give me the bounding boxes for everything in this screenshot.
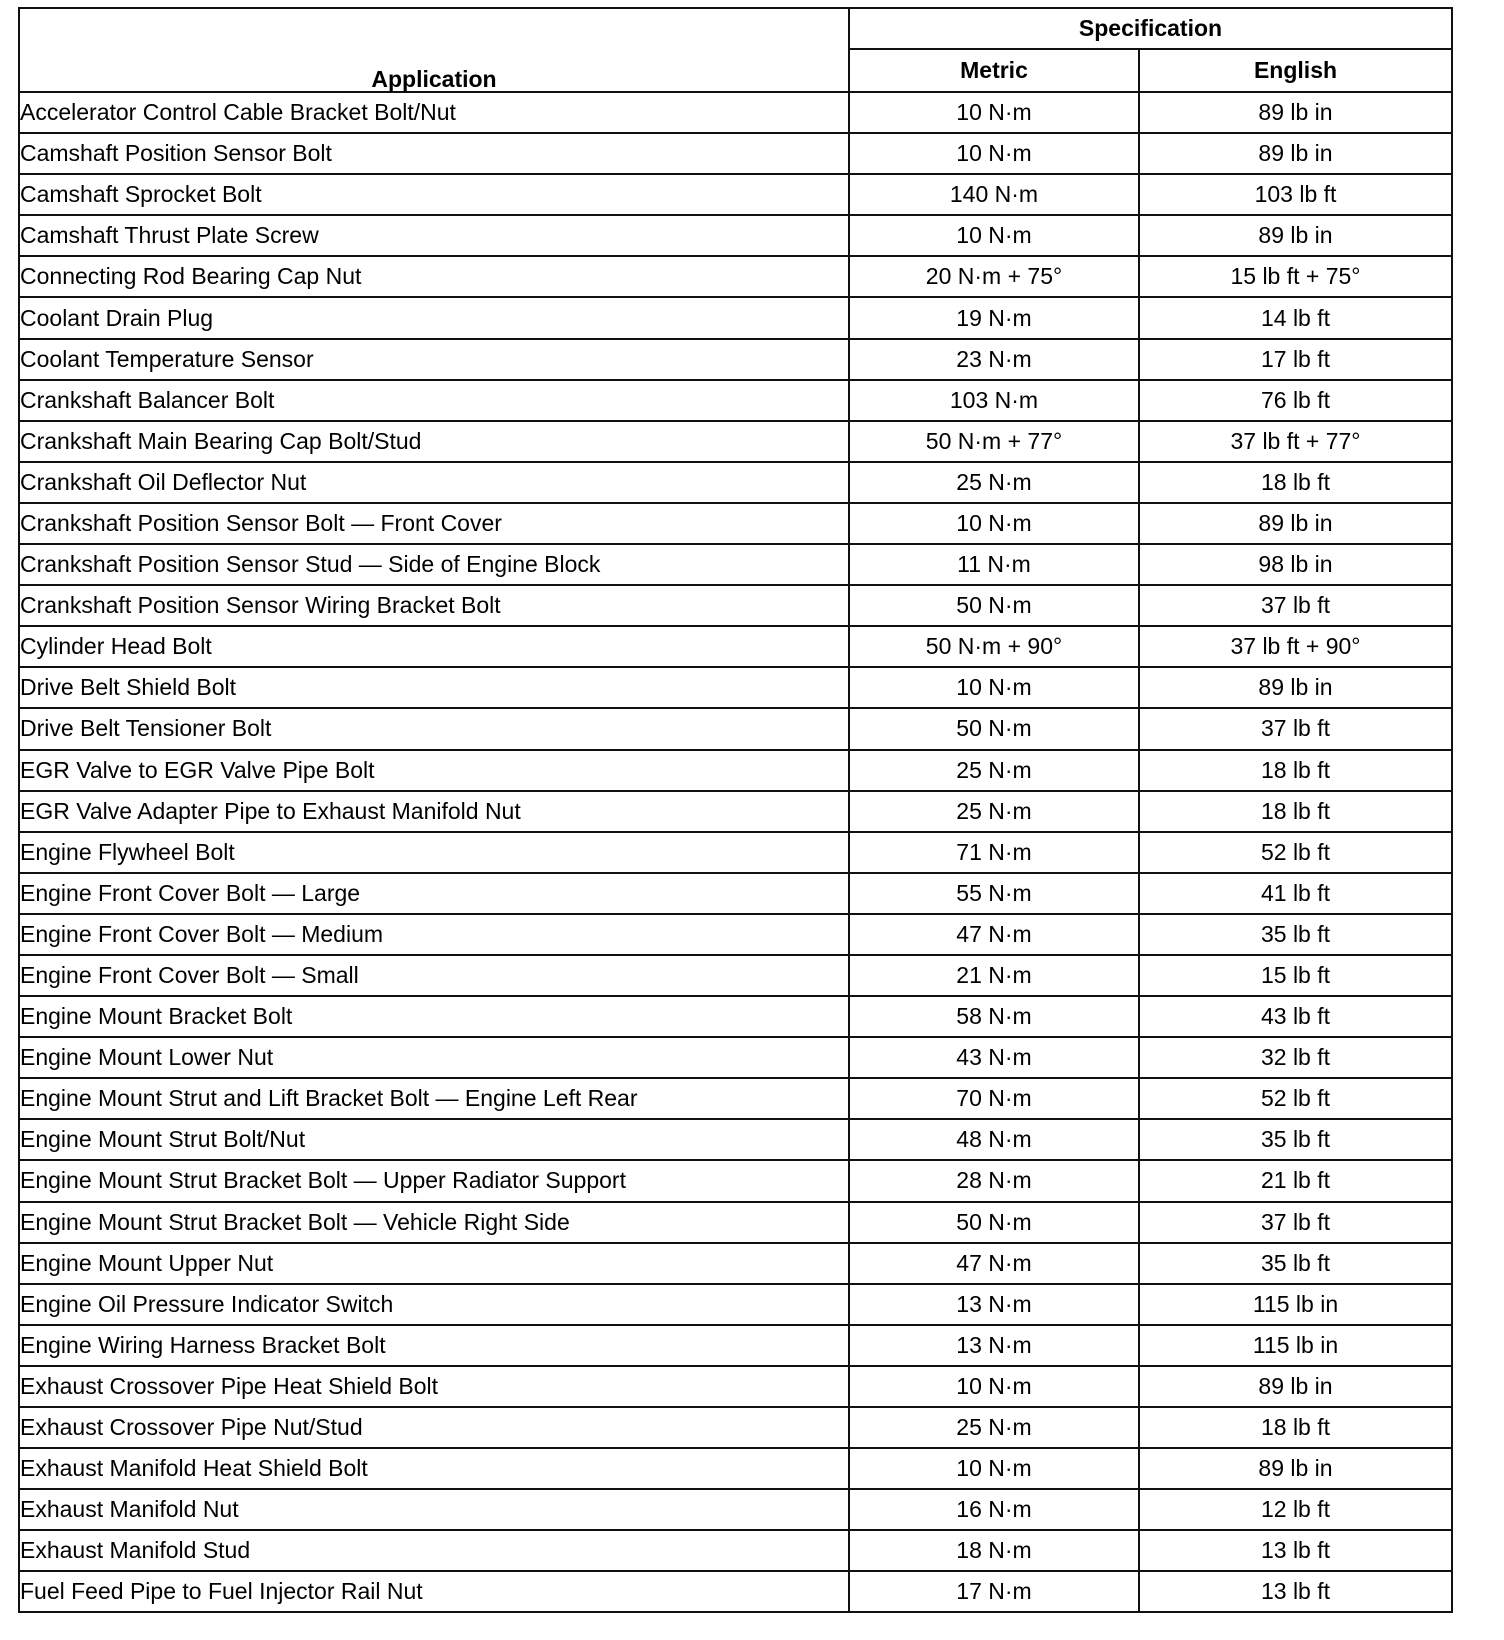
table-row (19, 1119, 1452, 1160)
metric-value-cell: 13 N·m (849, 1284, 1139, 1325)
table-row (19, 585, 1452, 626)
table-row (19, 1037, 1452, 1078)
table-row (19, 1078, 1452, 1119)
metric-value-cell: 13 N·m (849, 1325, 1139, 1366)
metric-value-cell: 21 N·m (849, 955, 1139, 996)
table-row (19, 1202, 1452, 1243)
specification-header: Specification (849, 8, 1452, 49)
table-body (19, 92, 1452, 1612)
metric-value-cell: 20 N·m + 75° (849, 256, 1139, 297)
metric-value-cell: 10 N·m (849, 503, 1139, 544)
english-value-cell: 89 lb in (1139, 1448, 1452, 1489)
torque-spec-table (18, 7, 1453, 1613)
application-cell: Crankshaft Position Sensor Bolt — Front Cover (19, 503, 849, 544)
application-header: Application (19, 8, 849, 92)
table-row (19, 133, 1452, 174)
table-row (19, 873, 1452, 914)
application-cell: Engine Flywheel Bolt (19, 832, 849, 873)
application-cell: Exhaust Manifold Stud (19, 1530, 849, 1571)
table-row (19, 1284, 1452, 1325)
table-row (19, 955, 1452, 996)
english-value-cell: 89 lb in (1139, 667, 1452, 708)
application-cell: Engine Front Cover Bolt — Small (19, 955, 849, 996)
application-cell: Exhaust Crossover Pipe Heat Shield Bolt (19, 1366, 849, 1407)
table-row (19, 297, 1452, 338)
metric-value-cell: 11 N·m (849, 544, 1139, 585)
english-value-cell: 18 lb ft (1139, 462, 1452, 503)
english-value-cell: 103 lb ft (1139, 174, 1452, 215)
application-cell: Drive Belt Shield Bolt (19, 667, 849, 708)
english-header: English (1139, 49, 1452, 92)
metric-value-cell: 47 N·m (849, 1243, 1139, 1284)
table-row (19, 421, 1452, 462)
table-row (19, 215, 1452, 256)
application-cell: Coolant Temperature Sensor (19, 339, 849, 380)
metric-value-cell: 25 N·m (849, 462, 1139, 503)
english-value-cell: 89 lb in (1139, 92, 1452, 133)
table-row (19, 996, 1452, 1037)
english-value-cell: 115 lb in (1139, 1284, 1452, 1325)
english-value-cell: 14 lb ft (1139, 297, 1452, 338)
application-cell: EGR Valve Adapter Pipe to Exhaust Manifold Nut (19, 791, 849, 832)
english-value-cell: 12 lb ft (1139, 1489, 1452, 1530)
table-header (19, 8, 1452, 92)
table-row (19, 339, 1452, 380)
english-value-cell: 15 lb ft + 75° (1139, 256, 1452, 297)
application-cell: Engine Front Cover Bolt — Medium (19, 914, 849, 955)
metric-value-cell: 25 N·m (849, 791, 1139, 832)
metric-value-cell: 43 N·m (849, 1037, 1139, 1078)
table-row (19, 1489, 1452, 1530)
application-cell: Crankshaft Position Sensor Stud — Side of Engine Block (19, 544, 849, 585)
table-row (19, 791, 1452, 832)
application-cell: Crankshaft Main Bearing Cap Bolt/Stud (19, 421, 849, 462)
metric-value-cell: 16 N·m (849, 1489, 1139, 1530)
metric-value-cell: 17 N·m (849, 1571, 1139, 1612)
application-cell: EGR Valve to EGR Valve Pipe Bolt (19, 750, 849, 791)
metric-value-cell: 50 N·m (849, 585, 1139, 626)
application-cell: Fuel Feed Pipe to Fuel Injector Rail Nut (19, 1571, 849, 1612)
english-value-cell: 98 lb in (1139, 544, 1452, 585)
metric-value-cell: 10 N·m (849, 92, 1139, 133)
table-row (19, 667, 1452, 708)
metric-value-cell: 10 N·m (849, 215, 1139, 256)
application-cell: Accelerator Control Cable Bracket Bolt/Nut (19, 92, 849, 133)
table-row (19, 503, 1452, 544)
application-cell: Engine Wiring Harness Bracket Bolt (19, 1325, 849, 1366)
metric-value-cell: 19 N·m (849, 297, 1139, 338)
table-row (19, 1530, 1452, 1571)
metric-header: Metric (849, 49, 1139, 92)
application-cell: Engine Mount Upper Nut (19, 1243, 849, 1284)
english-value-cell: 89 lb in (1139, 1366, 1452, 1407)
english-value-cell: 15 lb ft (1139, 955, 1452, 996)
table-row (19, 380, 1452, 421)
application-cell: Camshaft Position Sensor Bolt (19, 133, 849, 174)
table-row (19, 708, 1452, 749)
english-value-cell: 37 lb ft + 90° (1139, 626, 1452, 667)
english-value-cell: 37 lb ft + 77° (1139, 421, 1452, 462)
english-value-cell: 32 lb ft (1139, 1037, 1452, 1078)
metric-value-cell: 58 N·m (849, 996, 1139, 1037)
english-value-cell: 43 lb ft (1139, 996, 1452, 1037)
metric-value-cell: 103 N·m (849, 380, 1139, 421)
table-row (19, 1571, 1452, 1612)
metric-value-cell: 50 N·m + 77° (849, 421, 1139, 462)
application-cell: Engine Oil Pressure Indicator Switch (19, 1284, 849, 1325)
application-cell: Crankshaft Position Sensor Wiring Bracket Bolt (19, 585, 849, 626)
application-cell: Engine Front Cover Bolt — Large (19, 873, 849, 914)
table-row (19, 174, 1452, 215)
application-cell: Engine Mount Strut Bracket Bolt — Vehicle Right Side (19, 1202, 849, 1243)
metric-value-cell: 71 N·m (849, 832, 1139, 873)
application-cell: Engine Mount Strut Bolt/Nut (19, 1119, 849, 1160)
metric-value-cell: 25 N·m (849, 1407, 1139, 1448)
english-value-cell: 89 lb in (1139, 133, 1452, 174)
english-value-cell: 37 lb ft (1139, 708, 1452, 749)
english-value-cell: 35 lb ft (1139, 1243, 1452, 1284)
table-row (19, 462, 1452, 503)
english-value-cell: 52 lb ft (1139, 832, 1452, 873)
application-cell: Camshaft Thrust Plate Screw (19, 215, 849, 256)
application-cell: Engine Mount Bracket Bolt (19, 996, 849, 1037)
english-value-cell: 52 lb ft (1139, 1078, 1452, 1119)
english-value-cell: 35 lb ft (1139, 914, 1452, 955)
table-row (19, 544, 1452, 585)
application-cell: Exhaust Crossover Pipe Nut/Stud (19, 1407, 849, 1448)
application-cell: Drive Belt Tensioner Bolt (19, 708, 849, 749)
english-value-cell: 18 lb ft (1139, 791, 1452, 832)
metric-value-cell: 23 N·m (849, 339, 1139, 380)
metric-value-cell: 50 N·m + 90° (849, 626, 1139, 667)
header-row-top (19, 8, 1452, 49)
english-value-cell: 13 lb ft (1139, 1530, 1452, 1571)
metric-value-cell: 28 N·m (849, 1160, 1139, 1201)
table-row (19, 832, 1452, 873)
table-row (19, 1325, 1452, 1366)
application-cell: Crankshaft Balancer Bolt (19, 380, 849, 421)
english-value-cell: 18 lb ft (1139, 1407, 1452, 1448)
english-value-cell: 89 lb in (1139, 503, 1452, 544)
table-row (19, 1366, 1452, 1407)
application-cell: Crankshaft Oil Deflector Nut (19, 462, 849, 503)
table-row (19, 1243, 1452, 1284)
application-cell: Exhaust Manifold Nut (19, 1489, 849, 1530)
table-row (19, 1160, 1452, 1201)
english-value-cell: 35 lb ft (1139, 1119, 1452, 1160)
application-cell: Camshaft Sprocket Bolt (19, 174, 849, 215)
metric-value-cell: 140 N·m (849, 174, 1139, 215)
application-cell: Engine Mount Lower Nut (19, 1037, 849, 1078)
metric-value-cell: 10 N·m (849, 1366, 1139, 1407)
metric-value-cell: 10 N·m (849, 1448, 1139, 1489)
metric-value-cell: 48 N·m (849, 1119, 1139, 1160)
metric-value-cell: 50 N·m (849, 708, 1139, 749)
english-value-cell: 13 lb ft (1139, 1571, 1452, 1612)
table-row (19, 1448, 1452, 1489)
table-row (19, 256, 1452, 297)
application-cell: Cylinder Head Bolt (19, 626, 849, 667)
english-value-cell: 21 lb ft (1139, 1160, 1452, 1201)
metric-value-cell: 10 N·m (849, 133, 1139, 174)
metric-value-cell: 55 N·m (849, 873, 1139, 914)
table-row (19, 626, 1452, 667)
table-row (19, 1407, 1452, 1448)
metric-value-cell: 18 N·m (849, 1530, 1139, 1571)
english-value-cell: 89 lb in (1139, 215, 1452, 256)
metric-value-cell: 47 N·m (849, 914, 1139, 955)
table-row (19, 914, 1452, 955)
english-value-cell: 115 lb in (1139, 1325, 1452, 1366)
application-cell: Engine Mount Strut and Lift Bracket Bolt — Engine Left Rear (19, 1078, 849, 1119)
table-row (19, 92, 1452, 133)
application-cell: Coolant Drain Plug (19, 297, 849, 338)
application-cell: Connecting Rod Bearing Cap Nut (19, 256, 849, 297)
metric-value-cell: 50 N·m (849, 1202, 1139, 1243)
english-value-cell: 37 lb ft (1139, 585, 1452, 626)
table-row (19, 750, 1452, 791)
english-value-cell: 76 lb ft (1139, 380, 1452, 421)
application-cell: Engine Mount Strut Bracket Bolt — Upper Radiator Support (19, 1160, 849, 1201)
english-value-cell: 18 lb ft (1139, 750, 1452, 791)
metric-value-cell: 25 N·m (849, 750, 1139, 791)
english-value-cell: 41 lb ft (1139, 873, 1452, 914)
metric-value-cell: 70 N·m (849, 1078, 1139, 1119)
application-cell: Exhaust Manifold Heat Shield Bolt (19, 1448, 849, 1489)
english-value-cell: 17 lb ft (1139, 339, 1452, 380)
metric-value-cell: 10 N·m (849, 667, 1139, 708)
english-value-cell: 37 lb ft (1139, 1202, 1452, 1243)
